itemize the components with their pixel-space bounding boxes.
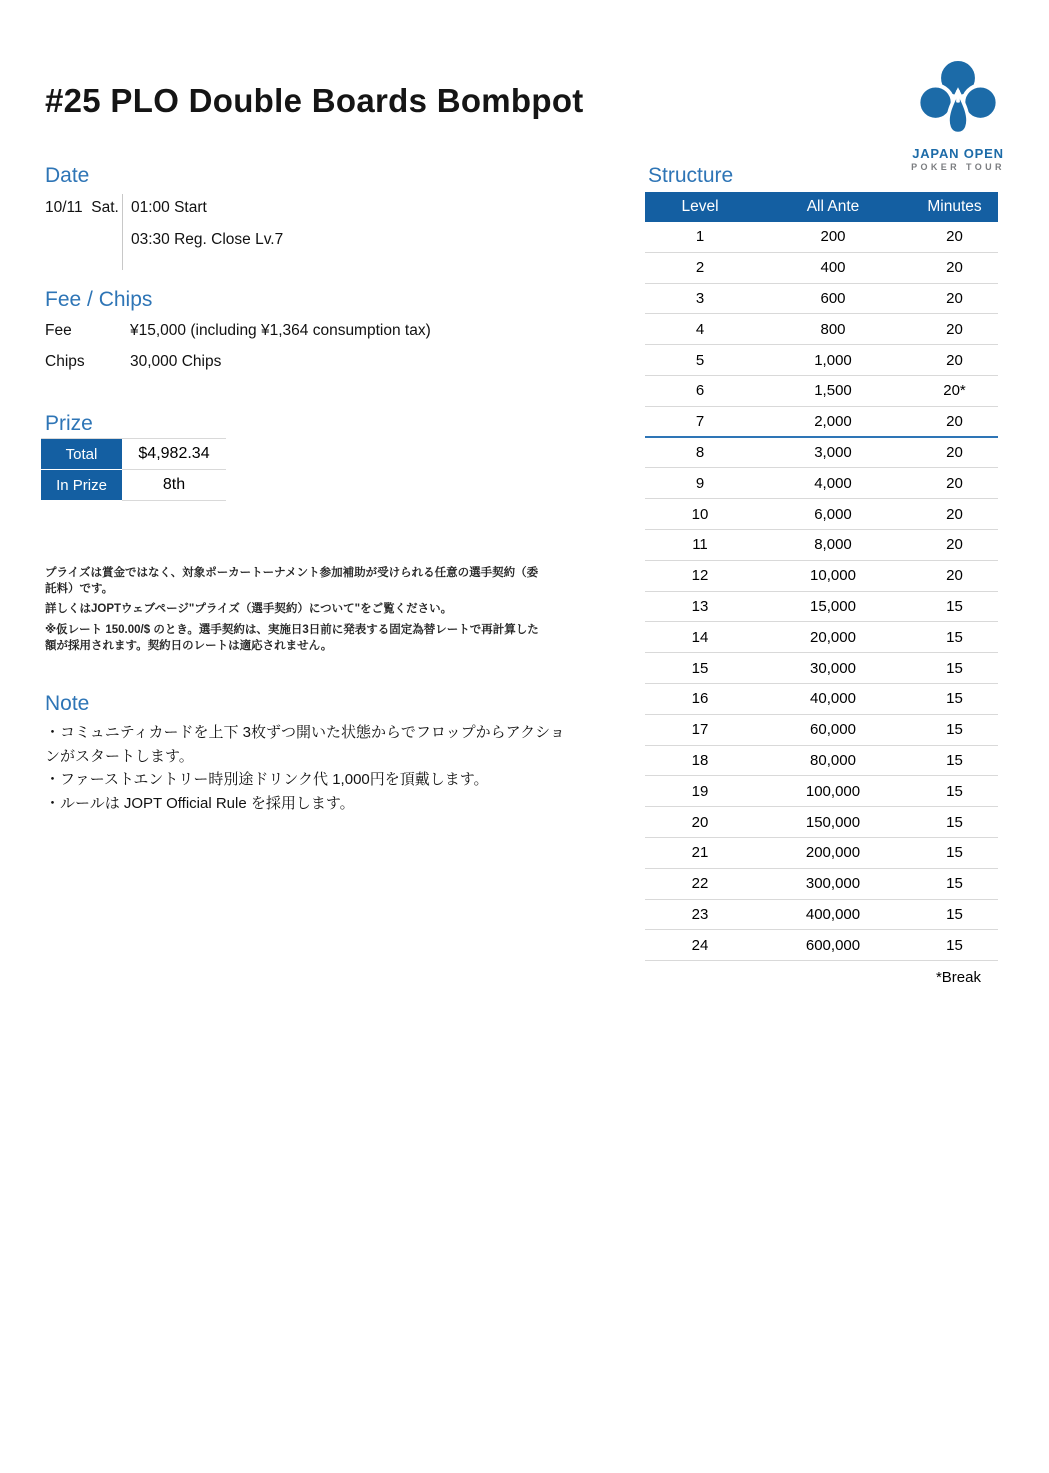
- structure-cell-level: 13: [691, 597, 709, 615]
- structure-cell-ante: 100,000: [805, 782, 861, 800]
- structure-cell-minutes: 20: [946, 443, 963, 461]
- structure-rows: [645, 222, 998, 961]
- structure-cell-ante: 200: [820, 228, 846, 246]
- structure-row: [645, 499, 998, 530]
- note-line: ・ルールは JOPT Official Rule を採用します。: [45, 794, 355, 812]
- structure-cell-level: 3: [695, 289, 705, 307]
- structure-row: [645, 438, 998, 469]
- structure-cell-level: 21: [691, 844, 709, 862]
- structure-row: [645, 314, 998, 345]
- structure-cell-minutes: 20: [946, 320, 963, 338]
- structure-cell-ante: 3,000: [814, 443, 852, 461]
- structure-row: [645, 746, 998, 777]
- prize-total-label: Total: [41, 439, 122, 471]
- structure-row: [645, 561, 998, 592]
- structure-cell-ante: 600,000: [805, 936, 861, 954]
- prize-fine-print: [45, 565, 555, 654]
- structure-cell-level: 16: [691, 690, 709, 708]
- prize-row-inprize: [41, 470, 226, 501]
- break-footnote: *Break: [935, 969, 981, 986]
- structure-cell-level: 12: [691, 567, 709, 585]
- structure-cell-ante: 1,000: [814, 351, 852, 369]
- logo-wordmark-line1: JAPAN OPEN: [912, 146, 1004, 161]
- structure-cell-ante: 20,000: [810, 628, 856, 646]
- structure-cell-minutes: 20: [946, 474, 963, 492]
- structure-cell-level: 22: [691, 875, 709, 893]
- structure-row: [645, 284, 998, 315]
- structure-cell-level: 4: [695, 320, 705, 338]
- structure-cell-minutes: 20: [946, 351, 963, 369]
- structure-row: [645, 622, 998, 653]
- date-start-time: 01:00 Start: [131, 199, 207, 216]
- structure-row: [645, 653, 998, 684]
- note-line: ンがスタートします。: [45, 747, 194, 765]
- structure-row: [645, 900, 998, 931]
- structure-row: [645, 345, 998, 376]
- note-heading: Note: [45, 692, 90, 715]
- structure-cell-ante: 400,000: [805, 905, 861, 923]
- date-label: 10/11 Sat.: [45, 199, 119, 216]
- structure-row: [645, 592, 998, 623]
- structure-row: [645, 468, 998, 499]
- structure-cell-ante: 300,000: [805, 875, 861, 893]
- structure-cell-minutes: 20*: [943, 382, 966, 400]
- structure-col-minutes: Minutes: [927, 198, 982, 215]
- structure-cell-ante: 4,000: [814, 474, 852, 492]
- structure-cell-minutes: 15: [946, 751, 963, 769]
- structure-cell-minutes: 15: [946, 813, 963, 831]
- structure-cell-ante: 600: [820, 289, 846, 307]
- structure-cell-level: 14: [691, 628, 709, 646]
- structure-row: [645, 376, 998, 407]
- structure-cell-level: 15: [691, 659, 709, 677]
- structure-cell-minutes: 15: [946, 597, 963, 615]
- structure-cell-minutes: 20: [946, 228, 963, 246]
- prize-table: [41, 438, 226, 501]
- structure-cell-ante: 15,000: [810, 597, 856, 615]
- structure-cell-ante: 2,000: [814, 412, 852, 430]
- structure-cell-minutes: 15: [946, 628, 963, 646]
- structure-cell-ante: 80,000: [810, 751, 856, 769]
- note-line: ・コミュニティカードを上下 3枚ずつ開いた状態からでフロップからアクショ: [45, 724, 565, 741]
- structure-cell-ante: 1,500: [814, 382, 852, 400]
- jopt-logo: [901, 56, 1015, 172]
- structure-cell-minutes: 20: [946, 289, 963, 307]
- structure-cell-minutes: 15: [946, 721, 963, 739]
- structure-cell-ante: 200,000: [805, 844, 861, 862]
- logo-wordmark-line2: POKER TOUR: [911, 162, 1005, 172]
- date-divider: [122, 194, 123, 270]
- structure-cell-level: 17: [691, 721, 709, 739]
- structure-row: [645, 715, 998, 746]
- structure-cell-level: 10: [691, 505, 709, 523]
- structure-cell-level: 11: [692, 536, 708, 554]
- structure-row: [645, 407, 998, 438]
- structure-cell-minutes: 20: [946, 505, 963, 523]
- structure-col-level: Level: [681, 198, 719, 215]
- club-drop-icon: [914, 56, 1002, 144]
- structure-cell-level: 23: [691, 905, 709, 923]
- structure-cell-minutes: 15: [946, 875, 963, 893]
- structure-cell-minutes: 15: [946, 844, 963, 862]
- structure-cell-level: 24: [691, 936, 709, 954]
- fee-value: ¥15,000 (including ¥1,364 consumption tax): [130, 322, 431, 339]
- prize-row-total: [41, 439, 226, 470]
- structure-cell-minutes: 20: [946, 259, 963, 277]
- prize-heading: Prize: [45, 412, 93, 435]
- fine-print-line: 詳しくはJOPTウェブページ"プライズ（選手契約）について"をご覧ください。: [45, 603, 453, 615]
- fee-chips-heading: Fee / Chips: [45, 288, 153, 311]
- structure-cell-level: 18: [691, 751, 709, 769]
- structure-cell-level: 9: [695, 474, 705, 492]
- structure-cell-level: 5: [695, 351, 705, 369]
- structure-cell-minutes: 20: [946, 412, 963, 430]
- structure-row: [645, 253, 998, 284]
- structure-row: [645, 222, 998, 253]
- structure-row: [645, 838, 998, 869]
- structure-row: [645, 776, 998, 807]
- structure-cell-ante: 10,000: [810, 567, 856, 585]
- date-reg-close: 03:30 Reg. Close Lv.7: [131, 231, 284, 248]
- structure-cell-level: 7: [695, 412, 705, 430]
- structure-cell-level: 19: [691, 782, 709, 800]
- structure-cell-minutes: 15: [946, 782, 963, 800]
- date-heading: Date: [45, 164, 90, 187]
- fine-print-line: プライズは賞金ではなく、対象ポーカートーナメント参加補助が受けられる任意の選手契約（委: [45, 567, 539, 579]
- structure-cell-minutes: 20: [946, 567, 963, 585]
- prize-inprize-value: 8th: [162, 476, 186, 493]
- fine-print-line: 託料）です。: [45, 583, 114, 595]
- structure-cell-minutes: 15: [946, 936, 963, 954]
- note-lines: [45, 721, 565, 815]
- structure-cell-level: 8: [695, 443, 705, 461]
- structure-cell-minutes: 15: [946, 659, 963, 677]
- structure-cell-ante: 8,000: [814, 536, 852, 554]
- page-title: #25 PLO Double Boards Bombpot: [45, 82, 584, 119]
- structure-cell-level: 20: [691, 813, 709, 831]
- structure-table: [645, 192, 998, 961]
- structure-cell-level: 1: [695, 228, 705, 246]
- structure-row: [645, 869, 998, 900]
- structure-cell-ante: 30,000: [810, 659, 856, 677]
- fee-label: Fee: [45, 322, 72, 339]
- structure-cell-level: 6: [695, 382, 705, 400]
- structure-cell-minutes: 15: [946, 690, 963, 708]
- structure-row: [645, 930, 998, 961]
- structure-col-ante: All Ante: [806, 198, 860, 215]
- structure-heading: Structure: [648, 164, 734, 187]
- structure-row: [645, 530, 998, 561]
- structure-cell-level: 2: [695, 259, 705, 277]
- fine-print-line: ※仮レート 150.00/$ のとき。選手契約は、実施日3日前に発表する固定為替レートで再計算した: [45, 624, 539, 636]
- structure-cell-ante: 150,000: [805, 813, 861, 831]
- fine-print-line: 額が採用されます。契約日のレートは適応されません。: [45, 640, 333, 652]
- chips-value: 30,000 Chips: [130, 353, 222, 370]
- structure-cell-ante: 800: [820, 320, 846, 338]
- structure-row: [645, 807, 998, 838]
- structure-cell-ante: 6,000: [814, 505, 852, 523]
- structure-row: [645, 684, 998, 715]
- structure-cell-ante: 40,000: [810, 690, 856, 708]
- note-line: ・ファーストエントリー時別途ドリンク代 1,000円を頂戴します。: [45, 771, 489, 788]
- structure-table-header: [645, 192, 998, 222]
- structure-cell-ante: 400: [820, 259, 846, 277]
- structure-cell-minutes: 15: [946, 905, 963, 923]
- chips-label: Chips: [45, 353, 85, 370]
- structure-cell-minutes: 20: [946, 536, 963, 554]
- prize-total-value: $4,982.34: [138, 445, 210, 462]
- prize-inprize-label: In Prize: [41, 470, 122, 502]
- structure-cell-ante: 60,000: [810, 721, 856, 739]
